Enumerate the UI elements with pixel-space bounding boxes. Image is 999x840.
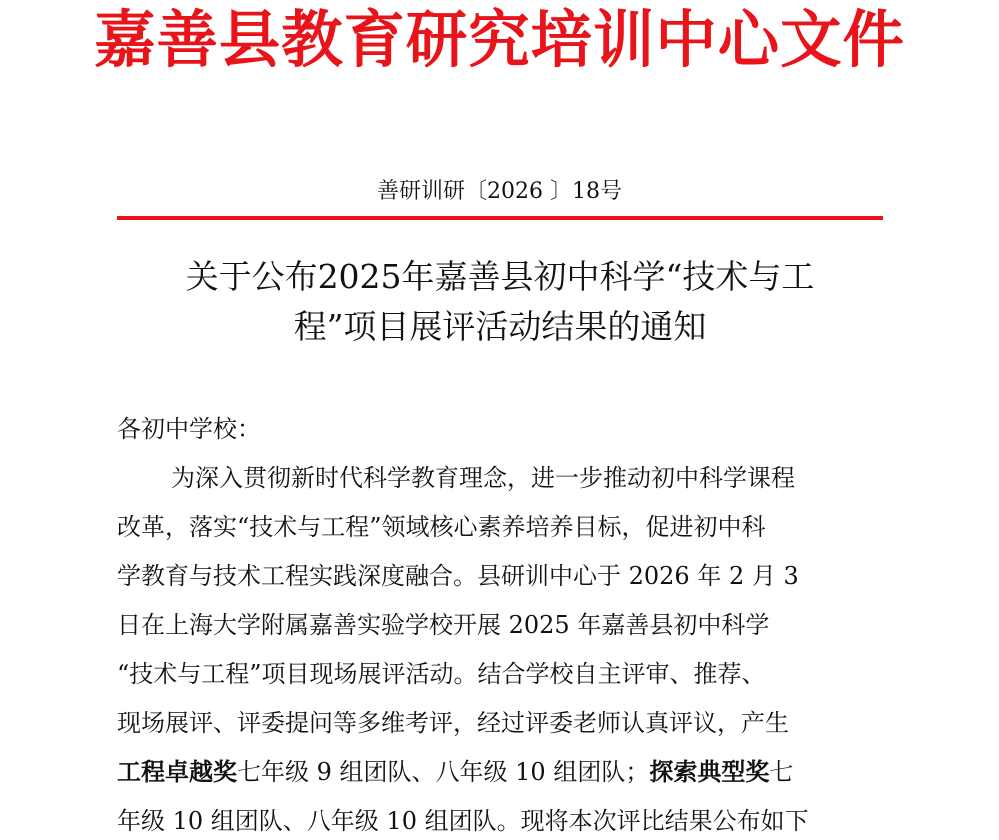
body-line-6: 现场展评、评委提问等多维考评，经过评委老师认真评议，产生 [117,709,789,737]
notice-title-line-2: 程”项目展评活动结果的通知 [293,307,707,346]
body-line-4: 日在上海大学附属嘉善实验学校开展 2025 年嘉善县初中科学 [117,611,770,639]
award-name-exploration-typical: 探索典型奖 [649,757,770,786]
notice-title-line-1: 关于公布2025年嘉善县初中科学“技术与工 [185,257,815,296]
body-line-3: 学教育与技术工程实践深度融合。县研训中心于 2026 年 2 月 3 [117,562,799,590]
masthead-title: 嘉善县教育研究培训中心文件 [94,3,905,76]
notice-title [112,252,888,352]
award-name-engineering-excellence: 工程卓越奖 [117,757,237,786]
document-number: 善研训研〔2026 〕18号 [377,179,622,204]
award-recipients-1: 七年级 9 组团队、八年级 10 组团队； [237,758,650,786]
body-line-7 [117,754,793,790]
body-line-1: 为深入贯彻新时代科学教育理念，进一步推动初中科学课程 [171,464,795,492]
salutation: 各初中学校： [117,415,261,443]
red-divider-rule [117,216,883,220]
body-line-2: 改革，落实“技术与工程”领域核心素养培养目标，促进初中科 [117,513,766,541]
body-line-8: 年级 10 组团队、八年级 10 组团队。现将本次评比结果公布如下 [117,807,809,835]
award-recipients-2-start: 七 [769,758,794,786]
body-line-5: “技术与工程”项目现场展评活动。结合学校自主评审、推荐、 [117,660,766,688]
